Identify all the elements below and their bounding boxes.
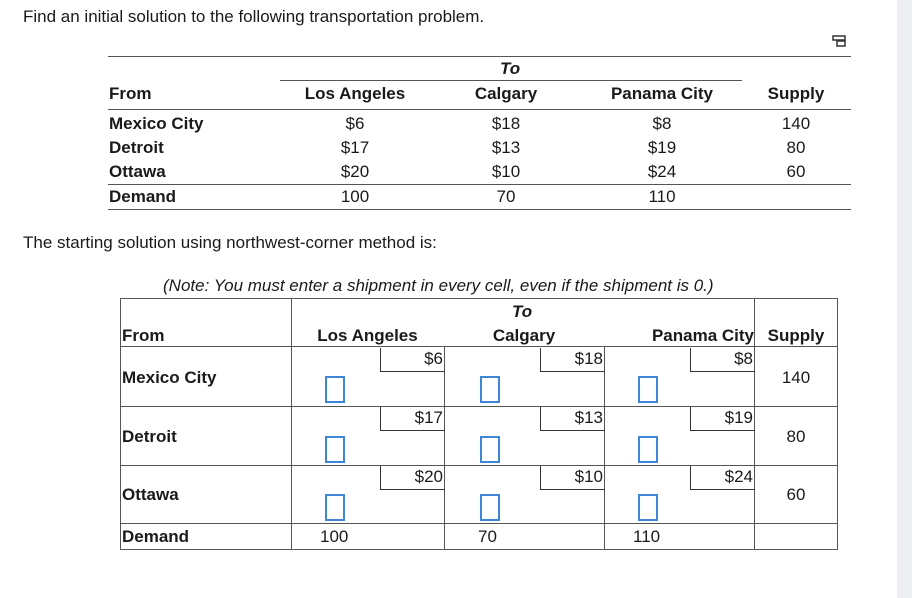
demand-label: Demand — [109, 187, 177, 206]
cost-cell: $19 — [690, 407, 755, 431]
row-label-mexico-city: Mexico City — [122, 368, 217, 387]
row-label-detroit: Detroit — [109, 138, 164, 157]
column-header-los-angeles: Los Angeles — [304, 84, 406, 103]
supply-cell: 140 — [781, 368, 811, 387]
shipment-input-detroit-panama-city[interactable] — [638, 436, 658, 463]
question-text: Find an initial solution to the following transportation problem. — [23, 7, 485, 26]
shipment-input-ottawa-calgary[interactable] — [480, 494, 500, 521]
instruction-text: The starting solution using northwest-corner method is: — [23, 233, 437, 252]
supply-header: Supply — [767, 326, 825, 345]
shipment-input-ottawa-panama-city[interactable] — [638, 494, 658, 521]
cost-cell: $13 — [491, 138, 521, 157]
demand-cell: 110 — [633, 527, 661, 546]
demand-cell: 70 — [478, 527, 497, 546]
cost-cell: $8 — [652, 114, 672, 133]
cost-cell: $18 — [540, 348, 605, 372]
cost-cell: $20 — [380, 466, 445, 490]
supply-header: Supply — [767, 84, 825, 103]
cost-cell: $6 — [345, 114, 365, 133]
demand-cell: 70 — [496, 187, 516, 206]
row-label-detroit: Detroit — [122, 427, 177, 446]
cost-cell: $17 — [340, 138, 370, 157]
cost-cell: $18 — [491, 114, 521, 133]
cost-cell: $10 — [540, 466, 605, 490]
cost-cell: $10 — [491, 162, 521, 181]
cost-cell: $17 — [380, 407, 445, 431]
to-label: To — [500, 59, 521, 78]
scrollbar-track — [897, 0, 912, 598]
supply-cell: 80 — [786, 427, 806, 446]
row-label-ottawa: Ottawa — [122, 485, 179, 504]
demand-cell: 110 — [648, 187, 676, 206]
cost-cell: $13 — [540, 407, 605, 431]
row-label-ottawa: Ottawa — [109, 162, 166, 181]
demand-label: Demand — [122, 527, 190, 546]
column-header-los-angeles: Los Angeles — [317, 326, 418, 345]
shipment-input-mexico-city-calgary[interactable] — [480, 376, 500, 403]
cost-cell: $24 — [690, 466, 755, 490]
supply-cell: 60 — [786, 162, 806, 181]
column-header-panama-city: Panama City — [610, 84, 714, 103]
cost-cell: $8 — [690, 348, 755, 372]
supply-cell: 60 — [786, 485, 806, 504]
demand-cell: 100 — [340, 187, 370, 206]
shipment-input-ottawa-los-angeles[interactable] — [325, 494, 345, 521]
cost-cell: $19 — [647, 138, 677, 157]
shipment-input-mexico-city-los-angeles[interactable] — [325, 376, 345, 403]
shipment-input-mexico-city-panama-city[interactable] — [638, 376, 658, 403]
column-header-calgary: Calgary — [492, 326, 556, 345]
supply-cell: 80 — [786, 138, 806, 157]
to-label: To — [512, 302, 533, 321]
cost-cell: $20 — [340, 162, 370, 181]
column-header-calgary: Calgary — [474, 84, 538, 103]
from-header: From — [122, 326, 165, 345]
shipment-input-detroit-calgary[interactable] — [480, 436, 500, 463]
copy-icon[interactable] — [832, 35, 846, 47]
row-label-mexico-city: Mexico City — [109, 114, 204, 133]
shipment-input-detroit-los-angeles[interactable] — [325, 436, 345, 463]
cost-cell: $24 — [647, 162, 677, 181]
supply-cell: 140 — [781, 114, 811, 133]
from-header: From — [109, 84, 152, 103]
note-text: (Note: You must enter a shipment in every cell, even if the shipment is 0.) — [163, 276, 714, 295]
column-header-panama-city: Panama City — [651, 326, 754, 345]
cost-cell: $6 — [380, 348, 445, 372]
demand-cell: 100 — [320, 527, 349, 546]
